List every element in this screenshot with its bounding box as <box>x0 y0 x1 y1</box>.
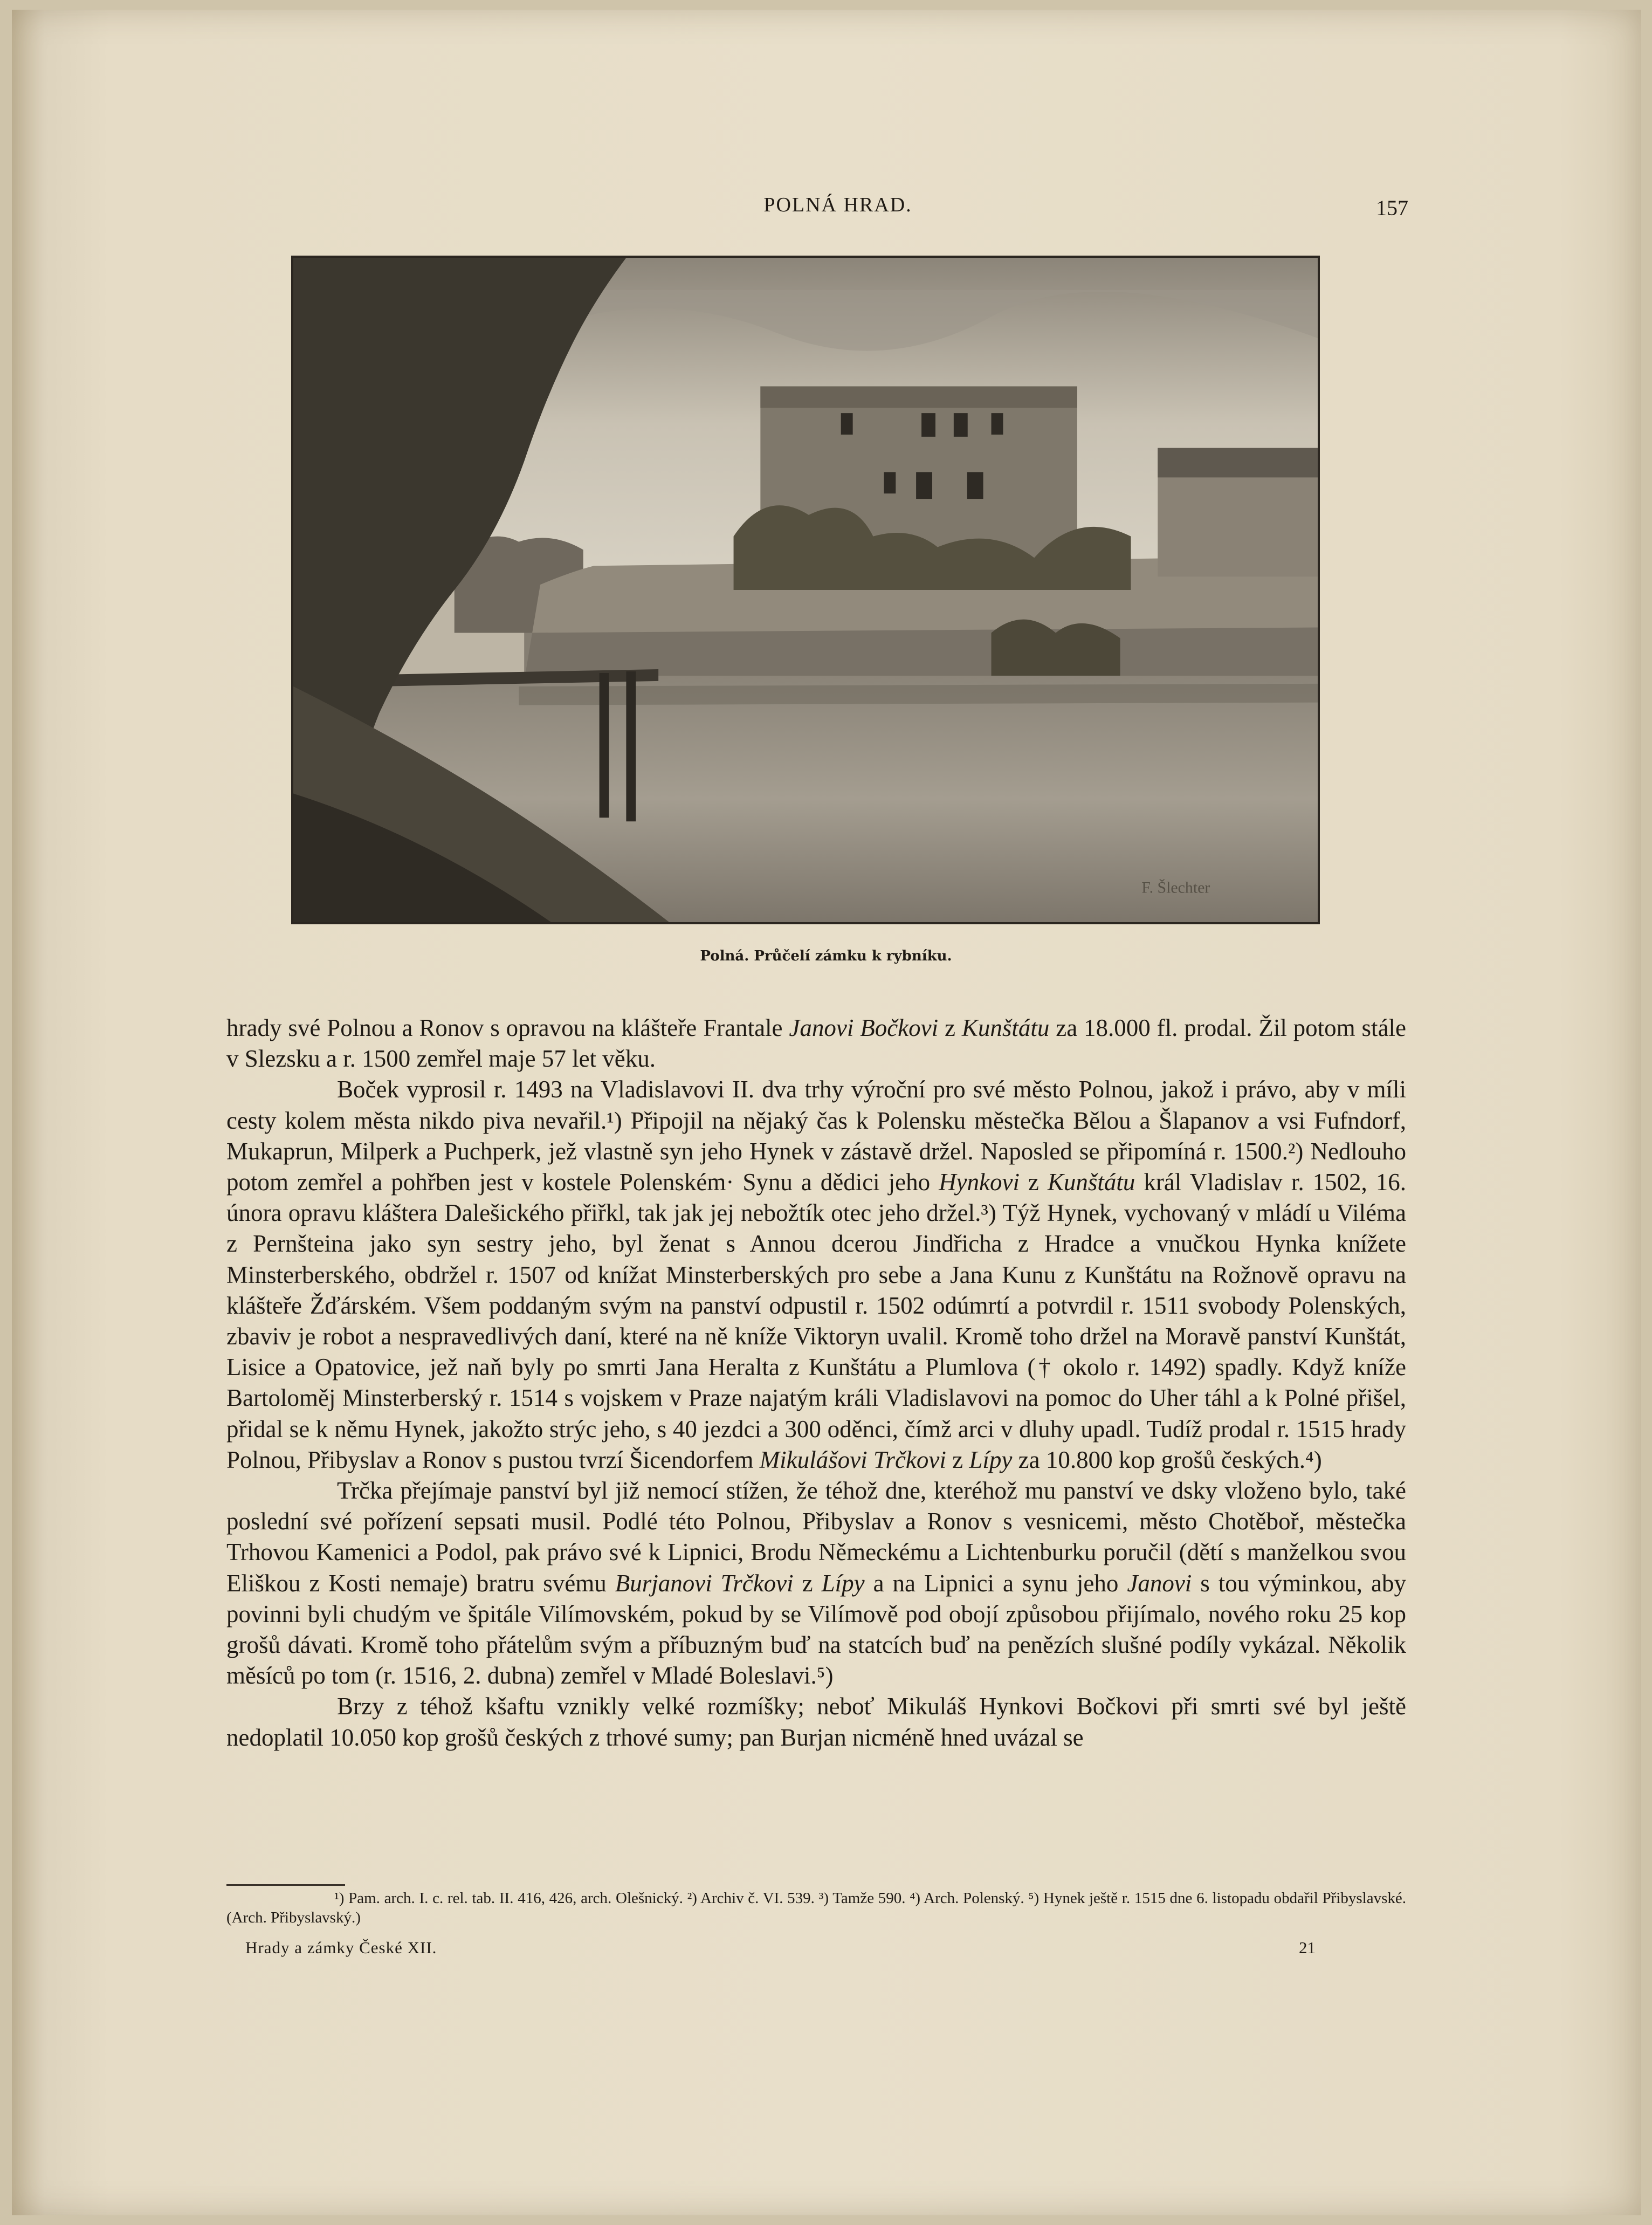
paragraph-4 <box>226 1691 1406 1753</box>
paragraph-3 <box>226 1475 1406 1691</box>
figure-caption: Polná. Průčelí zámku k rybníku. <box>700 948 952 964</box>
italic-name: Lípy <box>821 1569 865 1597</box>
text-run: z <box>1019 1169 1048 1196</box>
castle-illustration <box>291 256 1320 924</box>
text-run: Brzy z téhož kšaftu vznikly velké rozmíšky; neboť Mikuláš Hynkovi Bočkovi při smrti své byl ještě nedoplatil 10.050 kop grošů českých z trhové sumy; pan Burjan nicméně hned uvázal se <box>226 1693 1406 1751</box>
series-title: Hrady a zámky České XII. <box>245 1938 437 1957</box>
italic-name: Hynkovi <box>939 1169 1020 1196</box>
body-text <box>226 1013 1406 1753</box>
text-run: s tou výminkou, aby povinni byli chudým ve špitále Vilímovském, pokud by se Vilímově pod obojí způsobou přijímalo, nového roku 25 kop grošů dávati. Kromě toho přátelům svým a příbuzným buď na statcích buď na penězích slušné podíly vykázal. Několik měsíců po tom (r. 1516, 2. dubna) zemřel v Mladé Boleslavi.⁵) <box>226 1569 1406 1690</box>
text-run: Trčka přejímaje panství byl již nemocí stížen, že téhož dne, kteréhož mu panství ve dsky vloženo bylo, také poslední své pořízení sepsati musil. Podlé této Polnou, Přibyslav a Ronov s vesnicemi, město Chotěboř, městečka Trhovou Kamenici a Podol, pak právo své k Lipnici, Brodu Německému a Lichtenburku poručil (dětí s manželkou svou Eliškou z Kosti nemaje) bratru svému <box>226 1477 1406 1597</box>
footnote-rule <box>226 1884 345 1886</box>
text-run: Boček vyprosil r. 1493 na Vladislavovi II. dva trhy výroční pro své město Polnou, jakož i právo, aby v míli cesty kolem města nikdo piva nevařil.¹) Připojil na nějaký čas k Polensku městečka Bělou a Šlapanov a vsi Fufndorf, Mukaprun, Milperk a Puchperk, jež vlastně syn jeho Hynek v zástavě držel. Naposled se připomíná r. 1500.²) Nedlouho potom zemřel a pohřben jest v kostele Polenském· Synu a dědici jeho <box>226 1076 1406 1196</box>
running-header: POLNÁ HRAD. <box>763 194 912 216</box>
italic-name: Mikulášovi Trčkovi <box>759 1446 946 1473</box>
italic-name: Lípy <box>969 1446 1013 1473</box>
text-run: za 18.000 fl. prodal. Žil potom stále v Slezsku a r. 1500 zemřel maje 57 let věku. <box>226 1014 1407 1073</box>
signature-mark: 21 <box>1299 1938 1316 1957</box>
italic-name: Burjanovi Trčkovi <box>615 1569 794 1597</box>
page-number: 157 <box>1376 196 1408 220</box>
jetty-post-2 <box>626 671 636 821</box>
text-run: král Vladislav r. 1502, 16. února opravu kláštera Dalešického přiřkl, tak jak jej nebožtík otec jeho držel.³) Týž Hynek, vychovaný v mládí u Viléma z Pernšteina jako syn sestry jeho, byl ženat s Annou dcerou Jindřicha z Hradce a vnučkou Hynka knížete Minsterberského, obdržel r. 1507 od knížat Minsterberských pro sebe a Jana Kunu z Kunštátu na Rožnově opravu na klášteře Žďárském. Všem poddaným svým na panství odpustil r. 1502 odúmrtí a potvrdil r. 1511 svobody Polenských, zbaviv je robot a nespravedlivých daní, které na ně kníže Viktoryn uvalil. Kromě toho držel na Moravě panství Kunštát, Lisice a Opatovice, jež naň byly po smrti Jana Heralta z Kunštátu a Plumlova († okolo r. 1492) spadly. Když kníže Bartoloměj Minsterberský r. 1514 s vojskem v Praze najatým králi Vladislavovi na pomoc do Uher táhl a k Polné přišel, přidal se k němu Hynek, jakožto strýc jeho, s 40 jezdci a 300 oděnci, čímž arci v dluhy upadl. Tudíž prodal r. 1515 hrady Polnou, Přibyslav a Ronov s pustou tvrzí Šicendorfem <box>226 1169 1406 1473</box>
text-run: z <box>946 1446 969 1473</box>
footnotes: ¹) Pam. arch. I. c. rel. tab. II. 416, 426, arch. Olešnický. ²) Archiv č. VI. 539. ³) Tamže 590. ⁴) Arch. Polenský. ⁵) Hynek ještě r. 1515 dne 6. listopadu obdařil Přibyslavské. (Arch. Přibyslavský.) <box>226 1890 1406 1926</box>
artist-signature: F. Šlechter <box>1141 878 1210 897</box>
italic-name: Kunštátu <box>961 1014 1050 1041</box>
text-run: za 10.800 kop grošů českých.⁴) <box>1012 1446 1322 1473</box>
text-run: hrady své Polnou a Ronov s opravou na klášteře Frantale <box>226 1014 789 1041</box>
text-run: z <box>793 1569 822 1597</box>
reflection <box>519 684 1318 705</box>
engraving-image <box>293 258 1318 922</box>
paragraph-1 <box>226 1013 1406 1074</box>
text-run: a na Lipnici a synu jeho <box>864 1569 1127 1597</box>
jetty-post-1 <box>600 673 609 818</box>
text-run: z <box>938 1014 962 1041</box>
italic-name: Kunštátu <box>1047 1169 1135 1196</box>
italic-name: Janovi <box>1127 1569 1192 1597</box>
italic-name: Janovi Bočkovi <box>789 1014 939 1041</box>
paragraph-2 <box>226 1074 1406 1475</box>
